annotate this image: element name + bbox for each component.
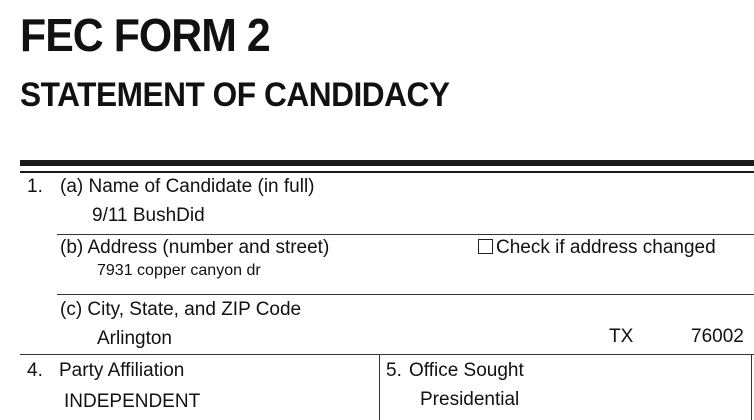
- party-affiliation-label: Party Affiliation: [59, 360, 185, 381]
- address-changed-label: Check if address changed: [496, 237, 716, 258]
- address-field[interactable]: 7931 copper canyon dr: [97, 262, 261, 279]
- header-rule-thin: [20, 171, 754, 173]
- zip-field[interactable]: 76002: [691, 326, 744, 347]
- checkbox-icon[interactable]: [478, 239, 493, 254]
- section-5-number: 5.: [386, 360, 402, 381]
- state-field[interactable]: TX: [609, 326, 634, 347]
- divider-vertical-right: [751, 354, 752, 420]
- city-field[interactable]: Arlington: [97, 328, 172, 349]
- city-state-zip-label: (c) City, State, and ZIP Code: [60, 299, 302, 320]
- header-rule-thick: [20, 160, 754, 166]
- address-changed-checkbox[interactable]: [478, 237, 716, 259]
- office-sought-label: Office Sought: [409, 360, 524, 381]
- divider-section-1: [20, 354, 754, 355]
- office-sought-field[interactable]: Presidential: [420, 389, 520, 410]
- divider-vertical-4-5: [379, 354, 380, 420]
- party-affiliation-field[interactable]: INDEPENDENT: [64, 391, 201, 412]
- section-4-number: 4.: [27, 360, 43, 381]
- candidate-name-label: (a) Name of Candidate (in full): [60, 176, 315, 197]
- section-1-number: 1.: [27, 176, 43, 197]
- form-title: FEC FORM 2: [20, 9, 270, 61]
- address-label: (b) Address (number and street): [60, 237, 330, 258]
- divider-name: [57, 234, 754, 235]
- divider-address: [57, 294, 754, 295]
- form-subtitle: STATEMENT OF CANDIDACY: [20, 76, 450, 114]
- candidate-name-field[interactable]: 9/11 BushDid: [92, 205, 205, 226]
